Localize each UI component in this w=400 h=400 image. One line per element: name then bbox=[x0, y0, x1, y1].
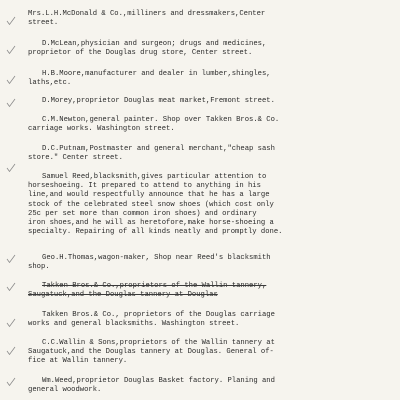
entry-line: 25c per set more than common iron shoes) and ordinary bbox=[28, 209, 257, 218]
directory-entry bbox=[28, 339, 390, 367]
entry-line: C.C.Wallin & Sons,proprietors of the Wallin tannery at bbox=[42, 339, 275, 347]
entry-line: D.C.Putnam,Postmaster and general merchant,"cheap sash bbox=[42, 145, 275, 153]
entry-line: D.McLean,physician and surgeon; drugs and medicines, bbox=[42, 40, 267, 48]
check-mark-icon bbox=[6, 254, 16, 264]
directory-entry bbox=[28, 97, 390, 106]
entry-line: H.B.Moore,manufacturer and dealer in lumber,shingles, bbox=[42, 70, 271, 78]
check-mark-icon bbox=[6, 16, 16, 26]
directory-entry bbox=[28, 173, 390, 237]
entry-line: Takken Bros.& Co.,proprietors of the Wallin tannery, bbox=[42, 282, 267, 290]
check-mark-icon bbox=[6, 75, 16, 85]
struck-entry bbox=[28, 282, 390, 300]
entry-line: store." Center street. bbox=[28, 154, 123, 163]
entry-line: specialty. Repairing of all kinds neatly and promptly done. bbox=[28, 228, 283, 237]
entry-line: Saugatuck,and the Douglas tannery at Douglas bbox=[28, 291, 218, 300]
directory-entry bbox=[28, 377, 390, 395]
check-mark-icon bbox=[6, 163, 16, 173]
entry-line: Samuel Reed,blacksmith,gives particular attention to bbox=[42, 173, 267, 181]
entry-line: C.M.Newton,general painter. Shop over Takken Bros.& Co. bbox=[42, 116, 280, 124]
check-mark-icon bbox=[6, 346, 16, 356]
directory-entry bbox=[28, 145, 390, 163]
check-mark-icon bbox=[6, 377, 16, 387]
entry-line: shop. bbox=[28, 263, 50, 272]
entry-line: horseshoeing. It prepared to attend to anything in his bbox=[28, 182, 261, 191]
entry-line: laths,etc. bbox=[28, 79, 72, 88]
directory-entry bbox=[28, 70, 390, 88]
entry-line: line,and would respectfully announce that he has a large bbox=[28, 191, 270, 200]
entry-line: stock of the celebrated steel snow shoes (which cost only bbox=[28, 200, 274, 209]
directory-entry bbox=[28, 254, 390, 272]
entry-line: general woodwork. bbox=[28, 386, 102, 395]
check-mark-icon bbox=[6, 98, 16, 108]
check-mark-icon bbox=[6, 318, 16, 328]
directory-entry bbox=[28, 40, 390, 58]
directory-entry bbox=[28, 116, 390, 134]
entry-line: street. bbox=[28, 19, 59, 28]
entry-line: Takken Bros.& Co., proprietors of the Douglas carriage bbox=[42, 311, 275, 319]
check-mark-icon bbox=[6, 282, 16, 292]
entry-line: fice at Wallin tannery. bbox=[28, 357, 128, 366]
directory-entry bbox=[28, 311, 390, 329]
entry-line: Geo.H.Thomas,wagon-maker, Shop near Reed's blacksmith bbox=[42, 254, 271, 262]
check-mark-icon bbox=[6, 45, 16, 55]
entry-line: Mrs.L.H.McDonald & Co.,milliners and dressmakers,Center bbox=[28, 10, 266, 18]
entry-line: D.Morey,proprietor Douglas meat market,Fremont street. bbox=[42, 97, 275, 105]
entry-line: Wm.Weed,proprietor Douglas Basket factory. Planing and bbox=[42, 377, 275, 385]
entry-line: proprietor of the Douglas drug store, Center street. bbox=[28, 49, 253, 58]
entry-line: Saugatuck,and the Douglas tannery at Douglas. General of- bbox=[28, 348, 274, 357]
entry-line: works and general blacksmiths. Washington street. bbox=[28, 320, 240, 329]
entry-line: carriage works. Washington street. bbox=[28, 125, 175, 134]
directory-entry bbox=[28, 10, 390, 28]
entry-line: iron shoes,and he will as heretofore,make horse-shoeing a bbox=[28, 219, 274, 228]
